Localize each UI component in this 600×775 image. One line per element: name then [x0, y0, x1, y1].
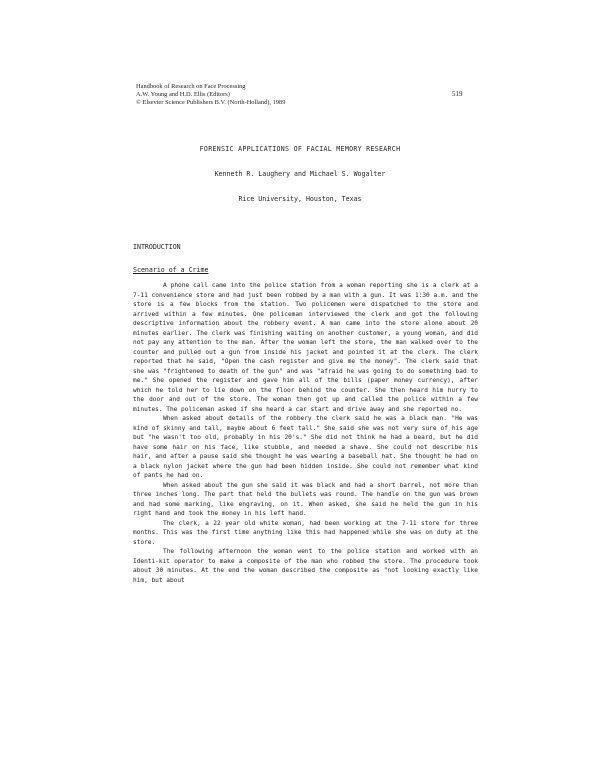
paper-authors: Kenneth R. Laughery and Michael S. Wogalter	[214, 170, 386, 178]
sub-heading-scenario: Scenario of a Crime	[133, 266, 209, 274]
header-publisher: © Elsevier Science Publishers B.V. (North-Holland), 1989	[136, 99, 286, 106]
page-number: 519	[452, 90, 463, 98]
paragraph: A phone call came into the police station from a woman reporting she is a clerk at a 7-11 convenience store and had just been robbed by a man with a gun. It was 1:30 a.m. and the store is a few blocks from the station. Two policemen were dispatched to the store and arrived within a few minutes. One policeman interviewed the clerk and got the following descriptive information about the robbery event. A man came into the store alone about 20 minutes earlier. The clerk was finishing waiting on another customer, a young woman, and did not pay any attention to the man. After the woman left the store, the man walked over to the counter and pulled out a gun from inside his jacket and pointed it at the clerk. The clerk reported that he said, "Open the cash register and give me the money". The clerk said that she was "frightened to death of the gun" and was "afraid he was going to do something bad to me." She opened the register and gave him all of the bills (paper money currency), after which he told her to lie down on the floor behind the counter. She then heard him hurry to the door and out of the store. The woman then got up and called the police within a few minutes. The policeman asked if she heard a car start and drive away and she reported no.	[133, 282, 478, 413]
publication-header	[136, 83, 436, 107]
paragraph: The clerk, a 22 year old white woman, had been working at the 7-11 store for three months. This was the first time anything like this had happened while she was on duty at the store.	[133, 519, 478, 546]
paragraph: The following afternoon the woman went to the police station and worked with an Identi-kit operator to make a composite of the man who robbed the store. The procedure took about 30 minutes. At the end the woman described the composite as "not looking exactly like him, but about	[133, 548, 478, 584]
paper-title: FORENSIC APPLICATIONS OF FACIAL MEMORY RESEARCH	[199, 145, 401, 153]
section-heading-introduction: INTRODUCTION	[133, 243, 181, 251]
paragraph: When asked about the gun she said it was black and had a short barrel, not more than three inches long. The part that held the bullets was round. The handle on the gun was brown and had some marking, like engraving, on it. When asked, she said he held the gun in his right hand and took the money in his left hand.	[133, 481, 478, 517]
header-book-title: Handbook of Research on Face Processing	[136, 83, 246, 90]
header-editors: A.W. Young and H.D. Ellis (Editors)	[136, 91, 230, 98]
paper-affiliation: Rice University, Houston, Texas	[238, 195, 362, 203]
paragraph: When asked about details of the robbery the clerk said he was a black man. "He was kind of skinny and tall, maybe about 6 feet tall." She said she was not very sure of his age but "he wasn't too old, probably in his 20's." She did not think he had a beard, but he did have some hair on his face, like stubble, and needed a shave. She could not describe his hair, and after a pause said she thought he was wearing a baseball hat. She thought he had on a black nylon jacket where the gun had been hidden inside. She could not remember what kind of pants he had on.	[133, 415, 478, 479]
body-text	[133, 281, 478, 585]
